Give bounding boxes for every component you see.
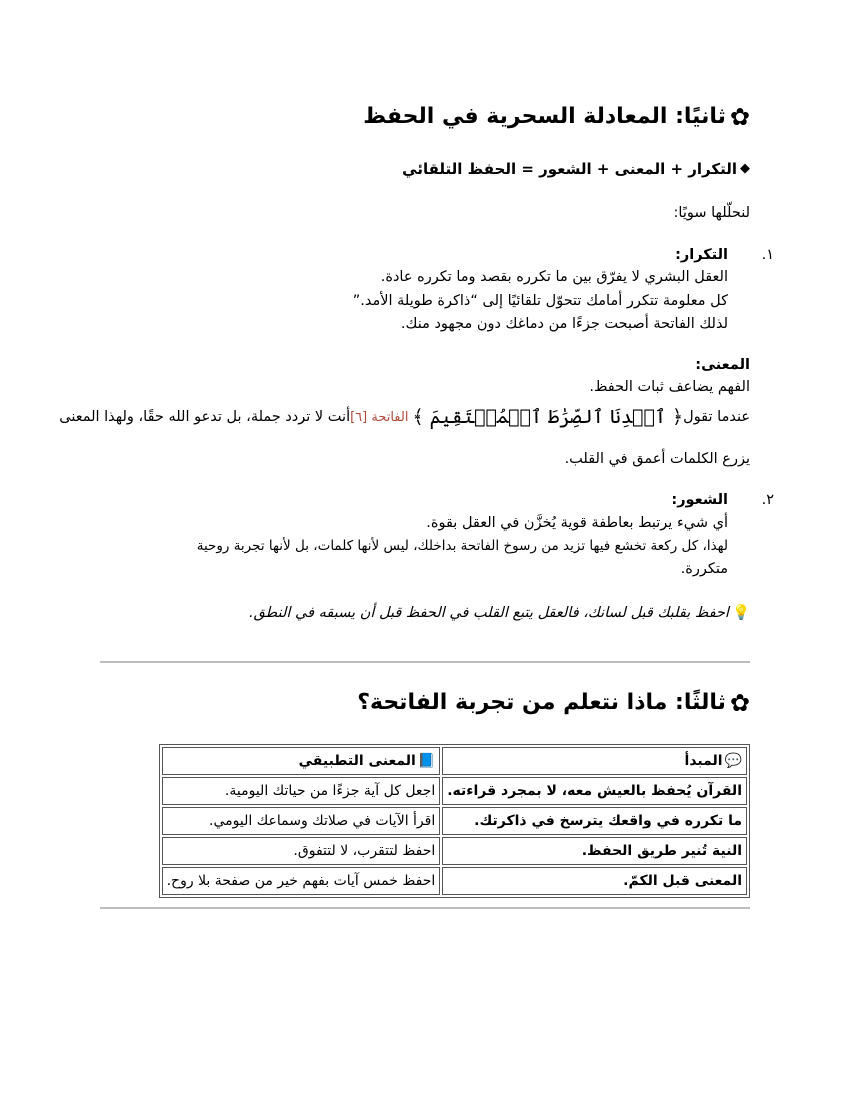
application-cell: احفظ خمس آيات بفهم خير من صفحة بلا روح. [162,867,441,895]
formula-text: التكرار + المعنى + الشعور = الحفظ التلقائي [402,160,737,178]
table-row [162,777,747,805]
section-title: ثانيًا: المعادلة السحرية في الحفظ [363,104,726,129]
column-header-principle: 💬المبدأ [442,747,747,775]
intro-text: لنحلّلها سويًا: [673,205,750,221]
verse-text: ﴿ ٱهۡدِنَا ٱلصِّرَٰطَ ٱلۡمُسۡتَقِيمَ ﴾ [412,406,684,428]
tip-line [249,605,750,622]
meaning-line: الفهم يضاعف ثبات الحفظ. [589,379,750,395]
application-cell: اقرأ الآيات في صلاتك وسماعك اليومي. [162,807,441,835]
list-number: ١. [761,247,774,263]
application-cell: احفظ لتتقرب، لا لتتفوق. [162,837,441,865]
lightbulb-icon: 💡 [731,605,750,621]
divider [100,907,750,909]
document-page [59,0,774,1100]
quote-prefix: عندما تقول [683,408,750,425]
book-icon: 📘 [417,753,436,769]
verse-reference: الفاتحة [٦] [350,409,409,425]
table-row [162,837,747,865]
quote-suffix: أنت لا تردد جملة، بل تدعو الله حقًا، ولهذا المعنى [59,408,351,425]
flower-icon: ✿ [729,102,750,131]
principle-cell: المعنى قبل الكمّ. [442,867,747,895]
item-line: لهذا، كل ركعة تخشع فيها تزيد من رسوخ الفاتحة بداخلك، ليس لأنها كلمات، بل لأنها تجربة روحية [196,538,728,554]
flower-icon: ✿ [729,688,750,717]
item-line: متكررة. [680,561,728,577]
application-cell: اجعل كل آية جزءًا من حياتك اليومية. [162,777,441,805]
item-line: لذلك الفاتحة أصبحت جزءًا من دماغك دون مجهود منك. [400,316,728,332]
item-line: كل معلومة تتكرر أمامك تتحوّل تلقائيًا إلى “ذاكرة طويلة الأمد.” [352,293,728,309]
meaning-quote-line [59,406,750,429]
item-line: العقل البشري لا يفرّق بين ما تكرره بقصد وما تكرره عادة. [380,269,728,285]
item-line: أي شيء يرتبط بعاطفة قوية يُخزَّن في العقل بقوة. [426,515,728,531]
table-row [162,867,747,895]
list-number: ٢. [761,492,774,508]
item-title: الشعور: [671,492,728,508]
quran-quote [350,406,683,429]
tip-text: احفظ بقلبك قبل لسانك، فالعقل يتبع القلب في الحفظ قبل أن يسبقه في النطق. [248,605,729,621]
table-header-row [162,747,747,775]
section-heading-3 [357,690,750,715]
meaning-title: المعنى: [695,357,750,373]
diamond-icon: ◆ [740,161,750,177]
formula-line [402,160,750,178]
item-title: التكرار: [675,247,728,263]
speech-bubble-icon: 💬 [724,753,742,769]
principle-cell: القرآن يُحفظ بالعيش معه، لا بمجرد قراءته. [442,777,747,805]
lessons-table [159,744,750,898]
section-heading-2 [363,104,750,129]
principle-cell: ما تكرره في واقعك يترسخ في ذاكرتك. [442,807,747,835]
divider [100,661,750,663]
principle-cell: النية تُنير طريق الحفظ. [442,837,747,865]
table-row [162,807,747,835]
column-header-application: 📘المعنى التطبيقي [162,747,441,775]
section-title: ثالثًا: ماذا نتعلم من تجربة الفاتحة؟ [357,690,726,715]
meaning-line: يزرع الكلمات أعمق في القلب. [564,451,750,467]
